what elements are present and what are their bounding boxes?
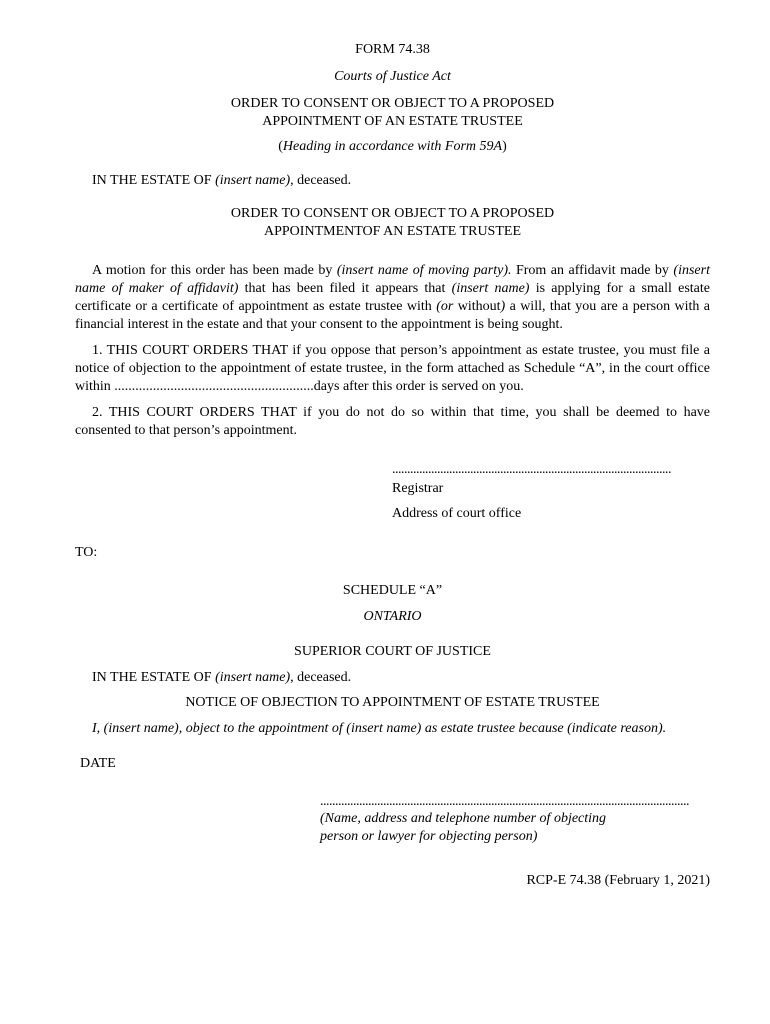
estate-suffix: , deceased. [290,173,352,188]
to-label: TO: [75,545,98,560]
intro-insert-close: ) [500,299,506,314]
objection-statement: I, (insert name), object to the appointment of (insert name) as estate trustee because (indicate reason). [92,721,667,736]
order-subtitle-line-1: ORDER TO CONSENT OR OBJECT TO A PROPOSED [230,206,555,221]
registrar-label: Registrar [392,481,444,496]
estate-prefix: IN THE ESTATE OF [92,173,216,188]
heading-note-text: Heading in accordance with Form 59A [282,139,503,154]
order-subtitle [75,205,710,241]
notice-title: NOTICE OF OBJECTION TO APPOINTMENT OF ESTATE TRUSTEE [185,695,600,710]
intro-insert-affidavit-maker: (insert name of maker of affidavit) [75,263,710,296]
schedule-estate-line [92,669,351,687]
intro-paragraph [75,262,710,334]
intro-text-6: a will, that you are a person with a financial interest in the estate and that your consent to the appointment is being sought. [75,299,711,332]
intro-text-1: A motion for this order has been made by [92,263,337,278]
registrar-signature-line: ............................................................................................. [392,462,671,477]
court-name: SUPERIOR COURT OF JUSTICE [294,644,491,659]
court-office-address: Address of court office [392,506,522,521]
intro-text-5: without [453,299,501,314]
intro-insert-name: (insert name) [451,281,530,296]
schedule-estate-prefix: IN THE ESTATE OF [92,670,216,685]
intro-insert-or: (or [436,299,454,314]
act-name: Courts of Justice Act [334,69,451,84]
order-subtitle-line-2: APPOINTMENTOF AN ESTATE TRUSTEE [264,224,521,239]
objector-caption-line-1: (Name, address and telephone number of objecting [320,811,607,826]
estate-line [92,172,351,190]
objector-caption-line-2: person or lawyer for objecting person) [320,829,538,844]
intro-text-2: From an affidavit made by [511,263,674,278]
form-title-line-1: ORDER TO CONSENT OR OBJECT TO A PROPOSED [230,96,555,111]
schedule-estate-insert: (insert name) [215,670,291,685]
intro-insert-moving-party: (insert name of moving party). [336,263,512,278]
heading-note [75,138,710,156]
form-title-line-2: APPOINTMENT OF AN ESTATE TRUSTEE [262,114,523,129]
province-name: ONTARIO [363,609,422,624]
form-number: FORM 74.38 [355,42,430,57]
schedule-title: SCHEDULE “A” [342,583,443,598]
form-footer-reference: RCP-E 74.38 (February 1, 2021) [526,873,710,888]
heading-note-open: ( [278,139,283,154]
order-paragraph-2: 2. THIS COURT ORDERS THAT if you do not do so within that time, you shall be deemed to have consented to that person’s appointment. [75,405,710,438]
order-paragraph-1: 1. THIS COURT ORDERS THAT if you oppose that person’s appointment as estate trustee, you must file a notice of objection to the appointment of estate trustee, in the form attached as Schedule “A”, in the court office within .........................................................days after this order is served on you. [75,343,710,394]
date-label: DATE [80,756,116,771]
estate-insert: (insert name) [215,173,291,188]
form-title [75,95,710,131]
intro-text-4: is applying for a small estate certificate or a certificate of appointment as estate trustee with [75,281,711,314]
heading-note-close: ) [502,139,507,154]
intro-text-3: that has been filed it appears that [238,281,452,296]
schedule-estate-suffix: , deceased. [290,670,352,685]
objector-signature-line: ........................................................................................................................... [320,794,689,809]
